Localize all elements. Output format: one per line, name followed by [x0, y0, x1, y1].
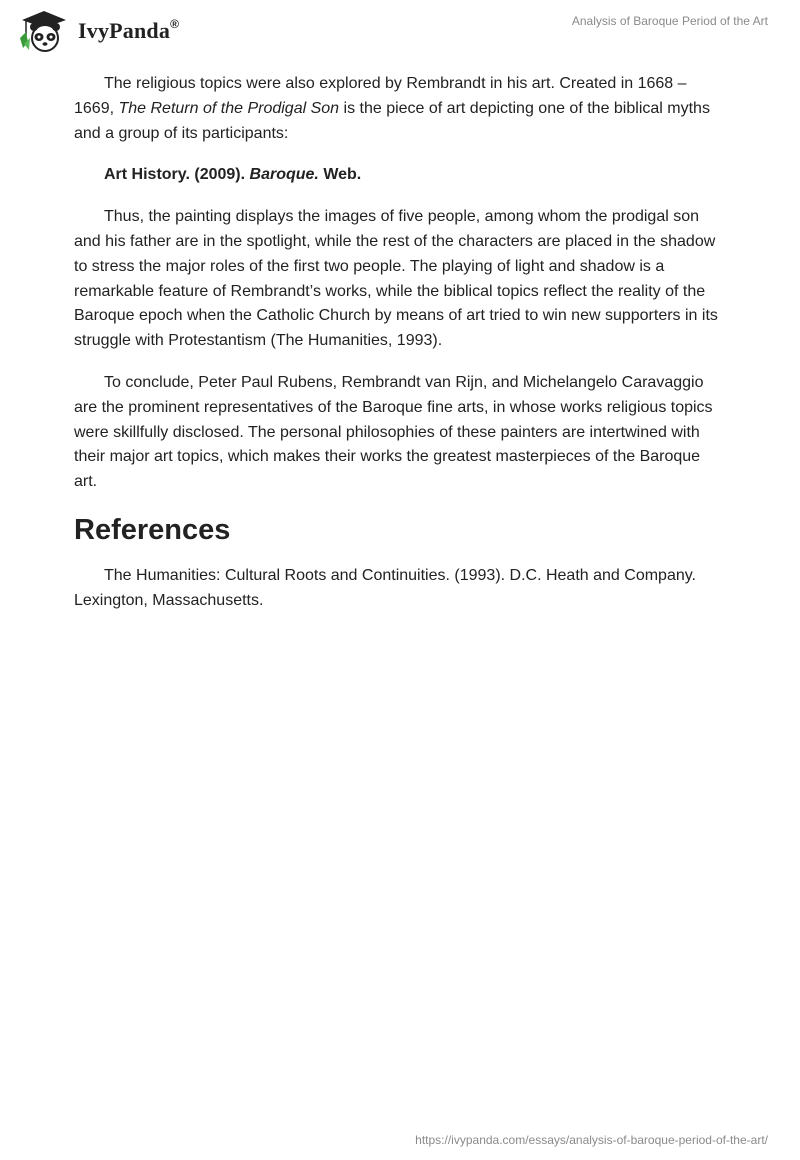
source-url-link[interactable]: https://ivypanda.com/essays/analysis-of-baroque-period-of-the-art/	[415, 1133, 768, 1147]
page-header	[0, 0, 800, 60]
image-citation: Art History. (2009). Baroque. Web.	[104, 166, 362, 184]
essay-content	[74, 72, 724, 631]
panda-graduate-icon	[14, 8, 72, 52]
paragraph-painting-description: Thus, the painting displays the images of five people, among whom the prodigal son and his father are in the spotlight, while the rest of the characters are placed in the shadow to stress the major roles of the first two people. The playing of light and shadow is a remarkable feature of Rembrandt’s works, while the biblical topics reflect the reality of the Baroque epoch when the Catholic Church by means of art tried to win new supporters in its struggle with Protestantism (The Humanities, 1993).	[74, 208, 718, 350]
reference-entry: The Humanities: Cultural Roots and Continuities. (1993). D.C. Heath and Company. Lexington, Massachusetts.	[74, 566, 696, 609]
paragraph-conclusion: To conclude, Peter Paul Rubens, Rembrandt van Rijn, and Michelangelo Caravaggio are the prominent representatives of the Baroque fine arts, in whose works religious topics were skillfully disclosed. The personal philosophies of these painters are intertwined with their major art topics, which makes their works the greatest masterpieces of the Baroque art.	[74, 373, 713, 491]
paragraph-rembrandt-intro: The religious topics were also explored by Rembrandt in his art. Created in 1668 – 1669, The Return of the Prodigal Son is the piece of art depicting one of the biblical myths and a group of its participants:	[74, 75, 710, 142]
document-title: Analysis of Baroque Period of the Art	[571, 14, 768, 28]
ivypanda-logo[interactable]	[14, 8, 179, 52]
references-heading: References	[74, 513, 231, 546]
brand-name: IvyPanda®	[78, 16, 180, 43]
